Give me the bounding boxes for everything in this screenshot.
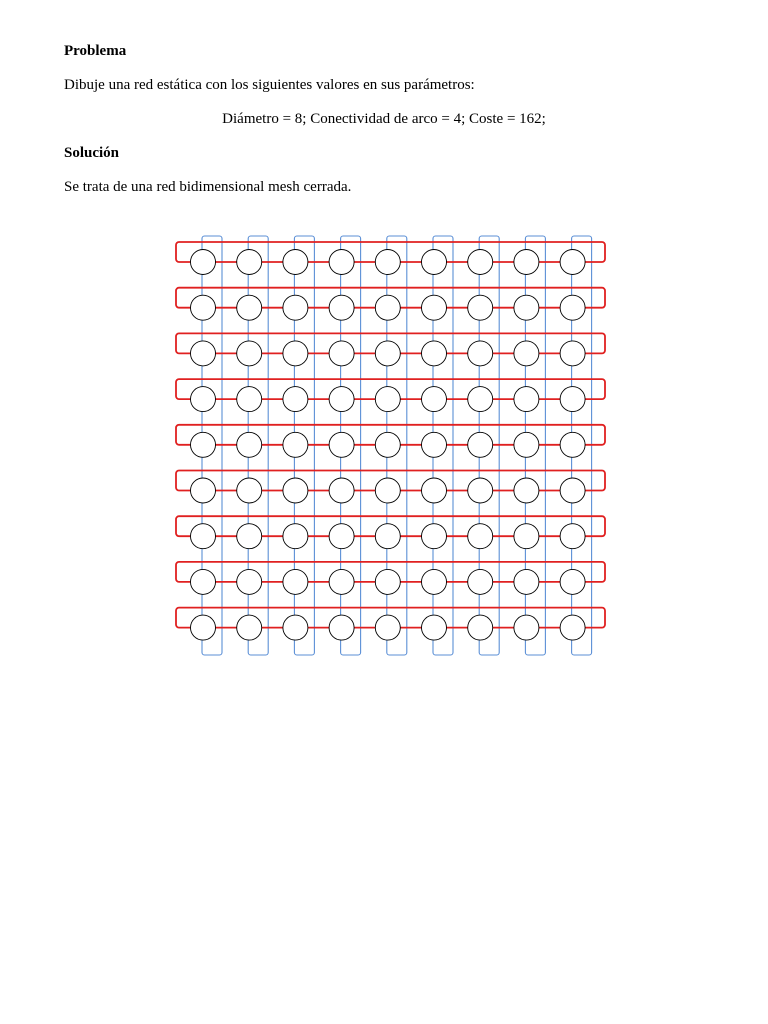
mesh-node (191, 615, 216, 640)
mesh-node (560, 524, 585, 549)
mesh-node (283, 387, 308, 412)
mesh-node (468, 295, 493, 320)
parameters-line: Diámetro = 8; Conectividad de arco = 4; Coste = 162; (222, 111, 546, 127)
mesh-node (560, 295, 585, 320)
mesh-node (237, 569, 262, 594)
mesh-node (468, 387, 493, 412)
mesh-node (283, 432, 308, 457)
mesh-node (283, 478, 308, 503)
mesh-node (468, 432, 493, 457)
mesh-node (514, 341, 539, 366)
mesh-node (514, 569, 539, 594)
mesh-node (283, 524, 308, 549)
mesh-node (514, 295, 539, 320)
mesh-node (375, 250, 400, 275)
mesh-node (329, 432, 354, 457)
mesh-node (237, 478, 262, 503)
mesh-node (329, 250, 354, 275)
mesh-node (191, 387, 216, 412)
mesh-node (560, 341, 585, 366)
mesh-node (237, 250, 262, 275)
mesh-node (422, 341, 447, 366)
mesh-node (422, 250, 447, 275)
mesh-node (237, 432, 262, 457)
mesh-node (329, 478, 354, 503)
problem-heading: Problema (64, 43, 127, 59)
mesh-node (191, 569, 216, 594)
mesh-node (468, 569, 493, 594)
mesh-node (375, 615, 400, 640)
mesh-node (329, 341, 354, 366)
mesh-node (191, 250, 216, 275)
mesh-node (560, 387, 585, 412)
mesh-node (237, 341, 262, 366)
mesh-node (283, 250, 308, 275)
mesh-nodes (191, 250, 586, 641)
mesh-node (560, 432, 585, 457)
torus-mesh-diagram (170, 230, 610, 662)
mesh-node (422, 569, 447, 594)
mesh-node (329, 295, 354, 320)
mesh-node (329, 387, 354, 412)
mesh-node (283, 341, 308, 366)
mesh-node (468, 250, 493, 275)
mesh-node (514, 615, 539, 640)
mesh-node (375, 524, 400, 549)
mesh-node (237, 524, 262, 549)
solution-statement: Se trata de una red bidimensional mesh cerrada. (64, 179, 352, 195)
mesh-node (560, 569, 585, 594)
mesh-node (329, 524, 354, 549)
solution-heading: Solución (64, 145, 120, 161)
mesh-node (375, 295, 400, 320)
mesh-node (422, 615, 447, 640)
mesh-node (560, 478, 585, 503)
mesh-node (560, 615, 585, 640)
mesh-node (283, 615, 308, 640)
mesh-node (191, 341, 216, 366)
mesh-node (191, 524, 216, 549)
mesh-node (422, 478, 447, 503)
mesh-node (237, 387, 262, 412)
mesh-node (375, 569, 400, 594)
mesh-node (468, 615, 493, 640)
mesh-node (514, 432, 539, 457)
mesh-node (191, 432, 216, 457)
mesh-node (191, 295, 216, 320)
mesh-node (422, 387, 447, 412)
mesh-node (514, 250, 539, 275)
mesh-node (514, 478, 539, 503)
mesh-node (514, 524, 539, 549)
mesh-node (283, 569, 308, 594)
mesh-node (375, 341, 400, 366)
mesh-node (375, 387, 400, 412)
mesh-node (283, 295, 308, 320)
mesh-node (422, 432, 447, 457)
mesh-node (237, 295, 262, 320)
problem-statement: Dibuje una red estática con los siguientes valores en sus parámetros: (64, 77, 475, 93)
mesh-node (329, 569, 354, 594)
mesh-node (237, 615, 262, 640)
mesh-node (514, 387, 539, 412)
mesh-node (468, 478, 493, 503)
mesh-node (375, 432, 400, 457)
mesh-node (375, 478, 400, 503)
mesh-node (191, 478, 216, 503)
mesh-node (422, 295, 447, 320)
mesh-node (468, 341, 493, 366)
mesh-node (329, 615, 354, 640)
mesh-node (560, 250, 585, 275)
mesh-node (468, 524, 493, 549)
mesh-node (422, 524, 447, 549)
